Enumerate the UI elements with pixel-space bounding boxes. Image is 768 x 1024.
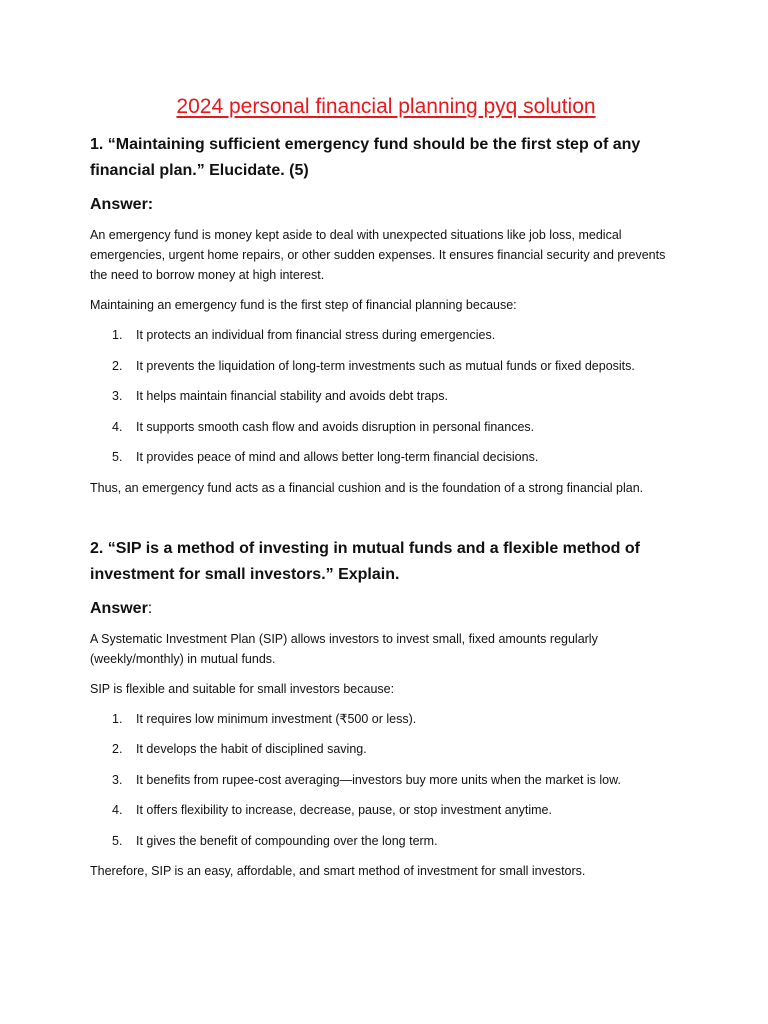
section-divider-space bbox=[90, 508, 682, 536]
answer-1-heading bbox=[90, 193, 682, 217]
question-section-1 bbox=[90, 132, 682, 498]
list-item-number: 5. bbox=[112, 833, 123, 848]
answer-1-lead: Maintaining an emergency fund is the first step of financial planning because: bbox=[90, 298, 517, 312]
answer-2-intro: A Systematic Investment Plan (SIP) allows investors to invest small, fixed amounts regularly (weekly/monthly) in mutual funds. bbox=[90, 631, 598, 666]
list-item bbox=[90, 386, 682, 406]
list-item-number: 4. bbox=[112, 419, 123, 434]
answer-1-label: Answer: bbox=[90, 196, 154, 213]
answer-2-label-suffix: : bbox=[147, 599, 153, 617]
answer-2-heading bbox=[90, 597, 682, 621]
list-item-text: It protects an individual from financial stress during emergencies. bbox=[136, 328, 496, 342]
list-item bbox=[90, 709, 682, 729]
list-item bbox=[90, 356, 682, 376]
answer-2-conclusion: Therefore, SIP is an easy, affordable, and smart method of investment for small investors. bbox=[90, 864, 586, 878]
question-1-text: 1. “Maintaining sufficient emergency fund should be the first step of any financial plan.” Elucidate. (5) bbox=[90, 136, 641, 179]
list-item-number: 4. bbox=[112, 803, 123, 817]
answer-1-intro: An emergency fund is money kept aside to deal with unexpected situations like job loss, medical emergencies, urgent home repairs, or other sudden expenses. It ensures financial security and prevents the need to borrow money at high interest. bbox=[90, 228, 666, 282]
answer-2-lead: SIP is flexible and suitable for small investors because: bbox=[90, 681, 395, 696]
answer-2-label: Answer bbox=[90, 599, 148, 617]
list-item-text: It supports smooth cash flow and avoids disruption in personal finances. bbox=[136, 419, 535, 434]
list-item-text: It offers flexibility to increase, decrease, pause, or stop investment anytime. bbox=[136, 803, 552, 817]
list-item bbox=[90, 325, 682, 345]
list-item-number: 1. bbox=[112, 711, 123, 726]
list-item-text: It develops the habit of disciplined saving. bbox=[136, 742, 367, 756]
list-item-number: 3. bbox=[112, 389, 123, 403]
list-item bbox=[90, 831, 682, 851]
list-item bbox=[90, 417, 682, 437]
list-item bbox=[90, 447, 682, 467]
list-item-text: It gives the benefit of compounding over the long term. bbox=[136, 833, 438, 848]
question-section-2 bbox=[90, 536, 682, 882]
list-item-number: 2. bbox=[112, 358, 123, 373]
document-title: 2024 personal financial planning pyq solution bbox=[176, 95, 596, 118]
question-2-text: 2. “SIP is a method of investing in mutual funds and a flexible method of investment for small investors.” Explain. bbox=[90, 539, 640, 583]
list-item-text: It provides peace of mind and allows better long-term financial decisions. bbox=[136, 450, 539, 464]
list-item-number: 1. bbox=[112, 328, 123, 342]
list-item bbox=[90, 800, 682, 820]
list-item-text: It requires low minimum investment (₹500 or less). bbox=[136, 711, 417, 726]
document-body bbox=[90, 92, 682, 891]
list-item-number: 3. bbox=[112, 772, 123, 787]
list-item-text: It prevents the liquidation of long-term investments such as mutual funds or fixed deposits. bbox=[136, 358, 635, 373]
answer-1-conclusion: Thus, an emergency fund acts as a financial cushion and is the foundation of a strong financial plan. bbox=[90, 480, 644, 495]
answer-2-list bbox=[90, 709, 682, 851]
list-item-number: 5. bbox=[112, 450, 123, 464]
list-item-text: It helps maintain financial stability and avoids debt traps. bbox=[136, 389, 448, 403]
list-item bbox=[90, 770, 682, 790]
answer-1-list bbox=[90, 325, 682, 467]
list-item-text: It benefits from rupee-cost averaging—investors buy more units when the market is low. bbox=[136, 772, 621, 787]
list-item-number: 2. bbox=[112, 742, 123, 756]
list-item bbox=[90, 739, 682, 759]
